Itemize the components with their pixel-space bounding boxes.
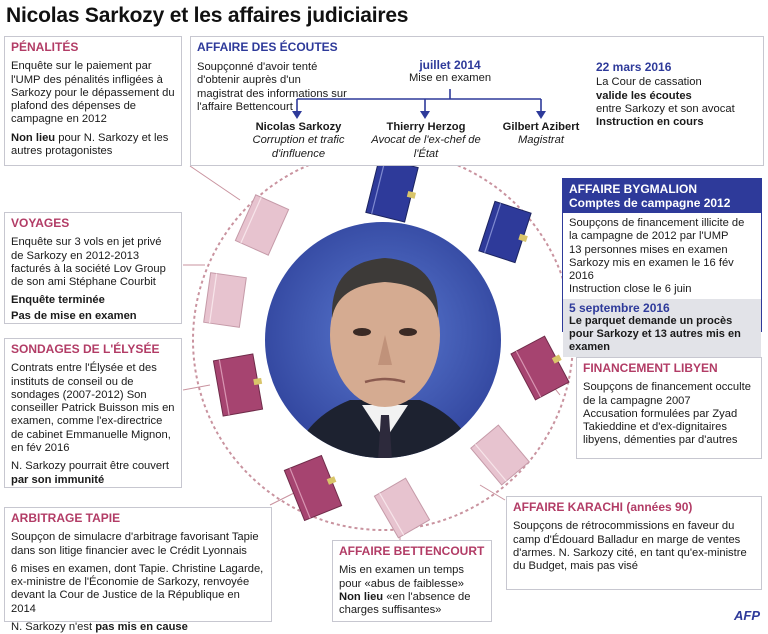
card-libyen-text2: Accusation formulées par Zyad Takieddine et d'ex-dignitaires libyens, démenties par d'autres: [583, 407, 738, 447]
card-penalites-heading: PÉNALITÉS: [11, 40, 79, 54]
card-penalites: [4, 36, 182, 166]
card-sondages-heading: SONDAGES DE L'ÉLYSÉE: [11, 342, 160, 356]
ecoutes-person-sarkozy: Nicolas Sarkozy Corruption et trafic d'influence: [252, 121, 345, 160]
afp-logo: AFP: [734, 608, 760, 623]
card-karachi-text: Soupçons de rétrocommissions en faveur du camp d'Édouard Balladur en marge de ventes d'armes. N. Sarkozy cité, en tant qu'ex-ministre du Budget, mais pas visé: [513, 520, 747, 573]
card-karachi-heading: AFFAIRE KARACHI (années 90): [513, 500, 693, 514]
book-bygmalion: [479, 201, 535, 263]
ecoutes-person-azibert: Gilbert Azibert Magistrat: [502, 121, 580, 147]
ecoutes-person-herzog: Thierry Herzog Avocat de l'ex-chef de l'État: [371, 121, 481, 160]
card-libyen-text1: Soupçons de financement occulte de la campagne 2007: [583, 381, 751, 407]
card-bettencourt-heading: AFFAIRE BETTENCOURT: [339, 544, 485, 558]
card-voyages-text: Enquête sur 3 vols en jet privé de Sarkozy en 2012-2013 facturés à la société Lov Group de son ami Stéphane Courbit: [11, 236, 166, 289]
card-tapie-text1: Soupçon de simulacre d'arbitrage favorisant Tapie dans son litige financier avec le Crédit Lyonnais: [11, 531, 259, 557]
card-libyen-heading: FINANCEMENT LIBYEN: [583, 361, 718, 375]
card-tapie: [4, 507, 272, 634]
card-penalites-verdict: Non lieu pour N. Sarkozy et les autres protagonistes: [11, 131, 169, 158]
card-bygmalion-body: Soupçons de financement illicite de la campagne de 2012 par l'UMP 13 personnes mises en examen Sarkozy mis en examen le 16 fév 2016 Instruction close le 6 juin: [569, 217, 745, 296]
card-tapie-verdict: N. Sarkozy n'est pas mis en cause: [11, 621, 188, 634]
page-title: Nicolas Sarkozy et les affaires judiciaires: [6, 4, 409, 27]
card-bettencourt: [332, 540, 492, 622]
book-tapie: [284, 454, 345, 521]
book-penalites: [235, 195, 288, 255]
ecoutes-date2: 22 mars 2016 La Cour de cassation valide les écoutes entre Sarkozy et son avocat Instruction en cours: [596, 60, 735, 129]
card-sondages-verdict: N. Sarkozy pourrait être couvert par son immunité: [11, 460, 169, 486]
book-voyages: [204, 273, 247, 328]
card-voyages-heading: VOYAGES: [11, 216, 70, 230]
card-voyages: [4, 212, 182, 324]
card-ecoutes: [190, 36, 764, 166]
card-penalites-text: Enquête sur le paiement par l'UMP des pénalités infligées à Sarkozy pour le dépassement du plafond des dépenses de campagne en 2012: [11, 60, 175, 126]
book-bettencourt: [374, 478, 429, 538]
card-voyages-status1: Enquête terminée: [11, 294, 105, 307]
card-bygmalion-update: 5 septembre 2016 Le parquet demande un procès pour Sarkozy et 13 autres mis en examen: [563, 299, 761, 357]
card-bygmalion-header: AFFAIRE BYGMALION Comptes de campagne 2012: [563, 179, 761, 213]
card-tapie-text2: 6 mises en examen, dont Tapie. Christine Lagarde, ex-ministre de l'Économie de Sarkozy, renvoyée devant la Cour de Justice de la République en 2014: [11, 562, 264, 615]
card-tapie-heading: ARBITRAGE TAPIE: [11, 511, 121, 525]
card-voyages-status2: Pas de mise en examen: [11, 309, 137, 322]
card-bettencourt-verdict: Non lieu «en l'absence de charges suffisantes»: [339, 590, 471, 617]
card-sondages: [4, 338, 182, 488]
portrait: [260, 220, 510, 470]
book-sondages: [213, 353, 266, 416]
card-ecoutes-heading: AFFAIRE DES ÉCOUTES: [197, 40, 338, 54]
card-ecoutes-text: Soupçonné d'avoir tenté d'obtenir auprès d'un magistrat des informations sur l'affaire Bettencourt: [197, 61, 347, 113]
book-karachi: [471, 425, 529, 485]
card-bettencourt-text1: Mis en examen un temps pour «abus de faiblesse»: [339, 564, 465, 590]
card-libyen: [576, 357, 762, 459]
ecoutes-date1: juillet 2014 Mise en examen: [408, 58, 492, 85]
book-ecoutes: [366, 158, 422, 223]
card-karachi: [506, 496, 762, 590]
card-sondages-text: Contrats entre l'Élysée et des instituts de conseil ou de sondages (2007-2012) Son conseiller Patrick Buisson mis en examen, comme l'ex-directrice de cabinet Emmanuelle Mignon, en fév 2016: [11, 362, 175, 455]
card-bygmalion: [562, 178, 762, 353]
